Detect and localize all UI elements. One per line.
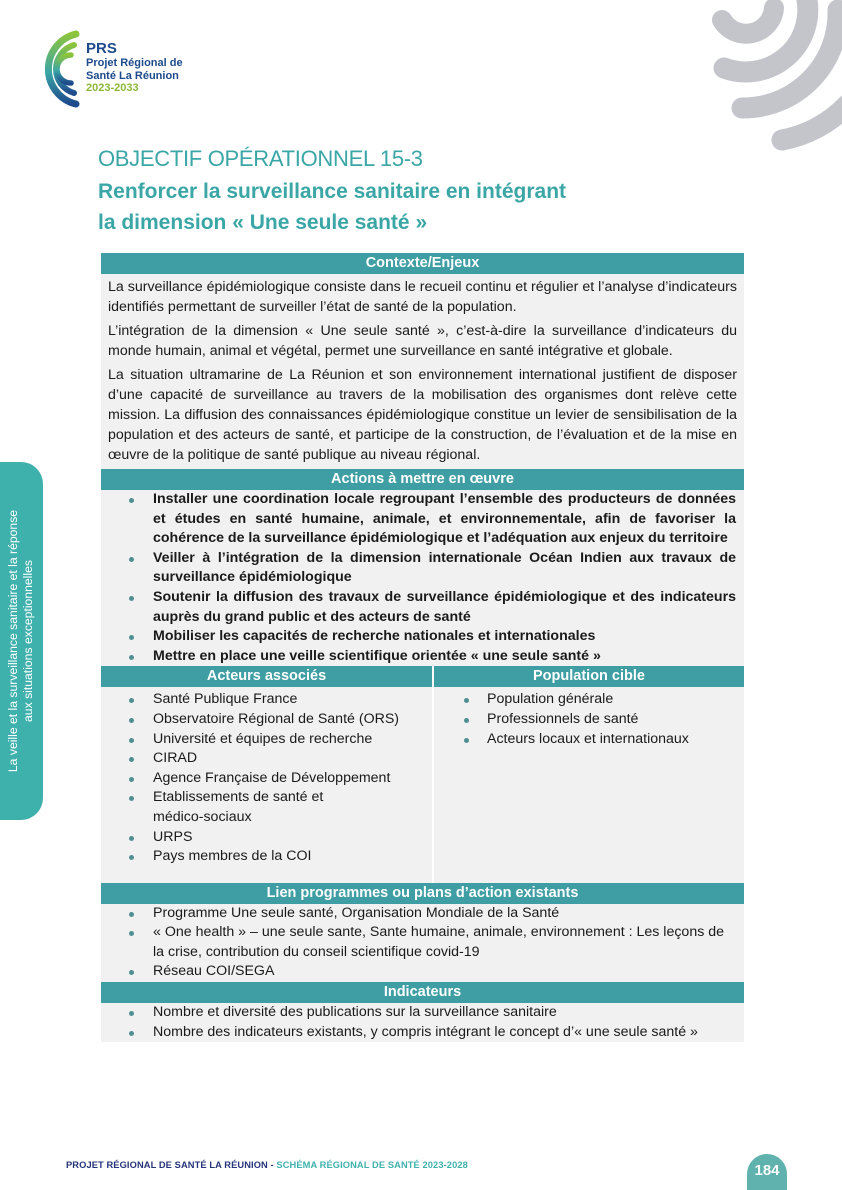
bullet-icon	[464, 698, 469, 703]
objective-title	[98, 176, 566, 238]
bullet-icon	[129, 931, 134, 936]
bullet-icon	[129, 655, 134, 660]
list-item	[101, 1023, 744, 1043]
action-text: Mobiliser les capacités de recherche nationales et internationales	[153, 628, 596, 645]
list-item	[101, 588, 744, 627]
lien-text: Programme Une seule santé, Organisation Mondiale de la Santé	[153, 904, 560, 921]
side-chapter-label	[6, 510, 36, 772]
bullet-icon	[129, 498, 134, 503]
bullet-icon	[464, 738, 469, 743]
acteur-text: Pays membres de la COI	[153, 848, 312, 865]
decorative-arcs-icon	[682, 0, 842, 160]
list-item	[101, 904, 744, 924]
prs-arcs-icon	[24, 28, 84, 110]
list-item	[101, 749, 432, 769]
logo-years: 2023-2033	[86, 82, 139, 94]
actions-heading: Actions à mettre en œuvre	[101, 469, 744, 490]
list-item	[101, 730, 432, 750]
population-list	[434, 690, 744, 749]
objective-title-line-1: Renforcer la surveillance sanitaire en intégrant	[98, 180, 567, 203]
footer-document-name: PROJET RÉGIONAL DE SANTÉ LA RÉUNION	[66, 1160, 268, 1170]
contexte-paragraph: La situation ultramarine de La Réunion et son environnement international justifient de disposer d’une capacité de surveillance au travers de la mobilisation des organismes dont relève cette mission. La diffusion des connaissances épidémiologique constitue un levier de sensibilisation de la population et des acteurs de santé, et participe de la construction, de l’évaluation et de la mise en œuvre de la politique de santé publique au niveau régional.	[108, 367, 737, 463]
actions-list	[101, 490, 744, 666]
list-item	[101, 1003, 744, 1023]
list-item	[101, 710, 432, 730]
action-text: Veiller à l’intégration de la dimension internationale Océan Indien aux travaux de surveillance épidémiologique	[153, 549, 736, 586]
population-column	[434, 687, 744, 882]
bullet-icon	[129, 557, 134, 562]
bullet-icon	[129, 796, 134, 801]
indicateur-text: Nombre des indicateurs existants, y compris intégrant le concept d’« une seule santé »	[153, 1023, 698, 1040]
objective-table	[101, 253, 744, 1042]
acteur-text: Santé Publique France	[153, 691, 298, 708]
bullet-icon	[129, 596, 134, 601]
footer-separator: -	[267, 1160, 277, 1170]
list-item	[101, 549, 744, 588]
two-column-headings	[101, 666, 744, 687]
acteur-text: Observatoire Régional de Santé (ORS)	[153, 710, 400, 727]
footer-schema-name: SCHÉMA RÉGIONAL DE SANTÉ 2023-2028	[276, 1160, 468, 1170]
list-item	[101, 769, 432, 789]
bullet-icon	[129, 1011, 134, 1016]
list-item	[101, 627, 744, 647]
bullet-icon	[129, 970, 134, 975]
list-item	[434, 710, 744, 730]
bullet-icon	[129, 635, 134, 640]
list-item	[101, 847, 432, 867]
page-footer	[66, 1160, 468, 1170]
action-text: Mettre en place une veille scientifique orientée « une seule santé »	[153, 647, 601, 664]
acteurs-column	[101, 687, 434, 882]
acteur-text: Agence Française de Développement	[153, 769, 391, 786]
logo-line-2: Santé La Réunion	[86, 69, 179, 82]
acteur-text: CIRAD	[153, 750, 198, 767]
bullet-icon	[129, 912, 134, 917]
contexte-section	[101, 274, 744, 469]
bullet-icon	[129, 738, 134, 743]
list-item	[101, 490, 744, 549]
list-item	[434, 730, 744, 750]
liens-list	[101, 904, 744, 982]
indicateurs-list	[101, 1003, 744, 1042]
logo-acronym: PRS	[86, 40, 117, 57]
lien-text: Réseau COI/SEGA	[153, 963, 275, 980]
indicateurs-heading: Indicateurs	[101, 982, 744, 1003]
bullet-icon	[129, 1031, 134, 1036]
bullet-icon	[129, 855, 134, 860]
two-column-body	[101, 687, 744, 882]
contexte-heading: Contexte/Enjeux	[101, 253, 744, 274]
acteur-text: URPS	[153, 828, 193, 845]
list-item	[101, 647, 744, 667]
liens-heading: Lien programmes ou plans d’action existants	[101, 883, 744, 904]
acteurs-list	[101, 690, 432, 866]
list-item	[434, 690, 744, 710]
contexte-paragraph: La surveillance épidémiologique consiste dans le recueil continu et régulier et l’analyse d’indicateurs identifiés permettant de surveiller l’état de santé de la population.	[108, 279, 737, 315]
list-item	[101, 923, 744, 962]
population-text: Professionnels de santé	[487, 710, 639, 727]
bullet-icon	[129, 757, 134, 762]
lien-text: « One health » – une seule sante, Sante humaine, animale, environnement : Les leçons de la crise, contribution du conseil scientifique covid-19	[153, 924, 725, 960]
bullet-icon	[464, 718, 469, 723]
list-item	[101, 690, 432, 710]
bullet-icon	[129, 718, 134, 723]
bullet-icon	[129, 698, 134, 703]
list-item	[101, 828, 432, 848]
list-item	[101, 962, 744, 982]
side-chapter-line-1: La veille et la surveillance sanitaire et la réponse	[6, 509, 20, 773]
side-chapter-line-2: aux situations exceptionnelles	[21, 560, 35, 722]
logo-line-1: Projet Régional de	[86, 57, 183, 69]
acteur-text: Université et équipes de recherche	[153, 730, 373, 747]
acteur-text: Etablissements de santé et médico-sociaux	[153, 789, 324, 825]
objective-label: OBJECTIF OPÉRATIONNEL 15-3	[98, 146, 423, 171]
bullet-icon	[129, 777, 134, 782]
population-text: Acteurs locaux et internationaux	[487, 730, 689, 747]
contexte-paragraph: L’intégration de la dimension « Une seule santé », c’est-à-dire la surveillance d’indicateurs du monde humain, animal et végétal, permet une surveillance en santé intégrative et globale.	[108, 323, 737, 359]
action-text: Soutenir la diffusion des travaux de surveillance épidémiologique et des indicateurs auprès du grand public et des acteurs de santé	[153, 588, 736, 625]
action-text: Installer une coordination locale regroupant l’ensemble des producteurs de données et études en santé humaine, animale, et environnementale, afin de favoriser la cohérence de la surveillance épidémiologique et l’adéquation aux enjeux du territoire	[153, 491, 736, 547]
population-text: Population générale	[487, 691, 614, 708]
bullet-icon	[129, 836, 134, 841]
acteurs-heading: Acteurs associés	[101, 666, 434, 687]
population-heading: Population cible	[434, 666, 744, 687]
indicateur-text: Nombre et diversité des publications sur la surveillance sanitaire	[153, 1004, 557, 1021]
prs-logo	[24, 28, 224, 110]
list-item	[101, 788, 432, 827]
page-number: 184	[747, 1154, 787, 1190]
objective-title-line-2: la dimension « Une seule santé »	[98, 211, 428, 234]
